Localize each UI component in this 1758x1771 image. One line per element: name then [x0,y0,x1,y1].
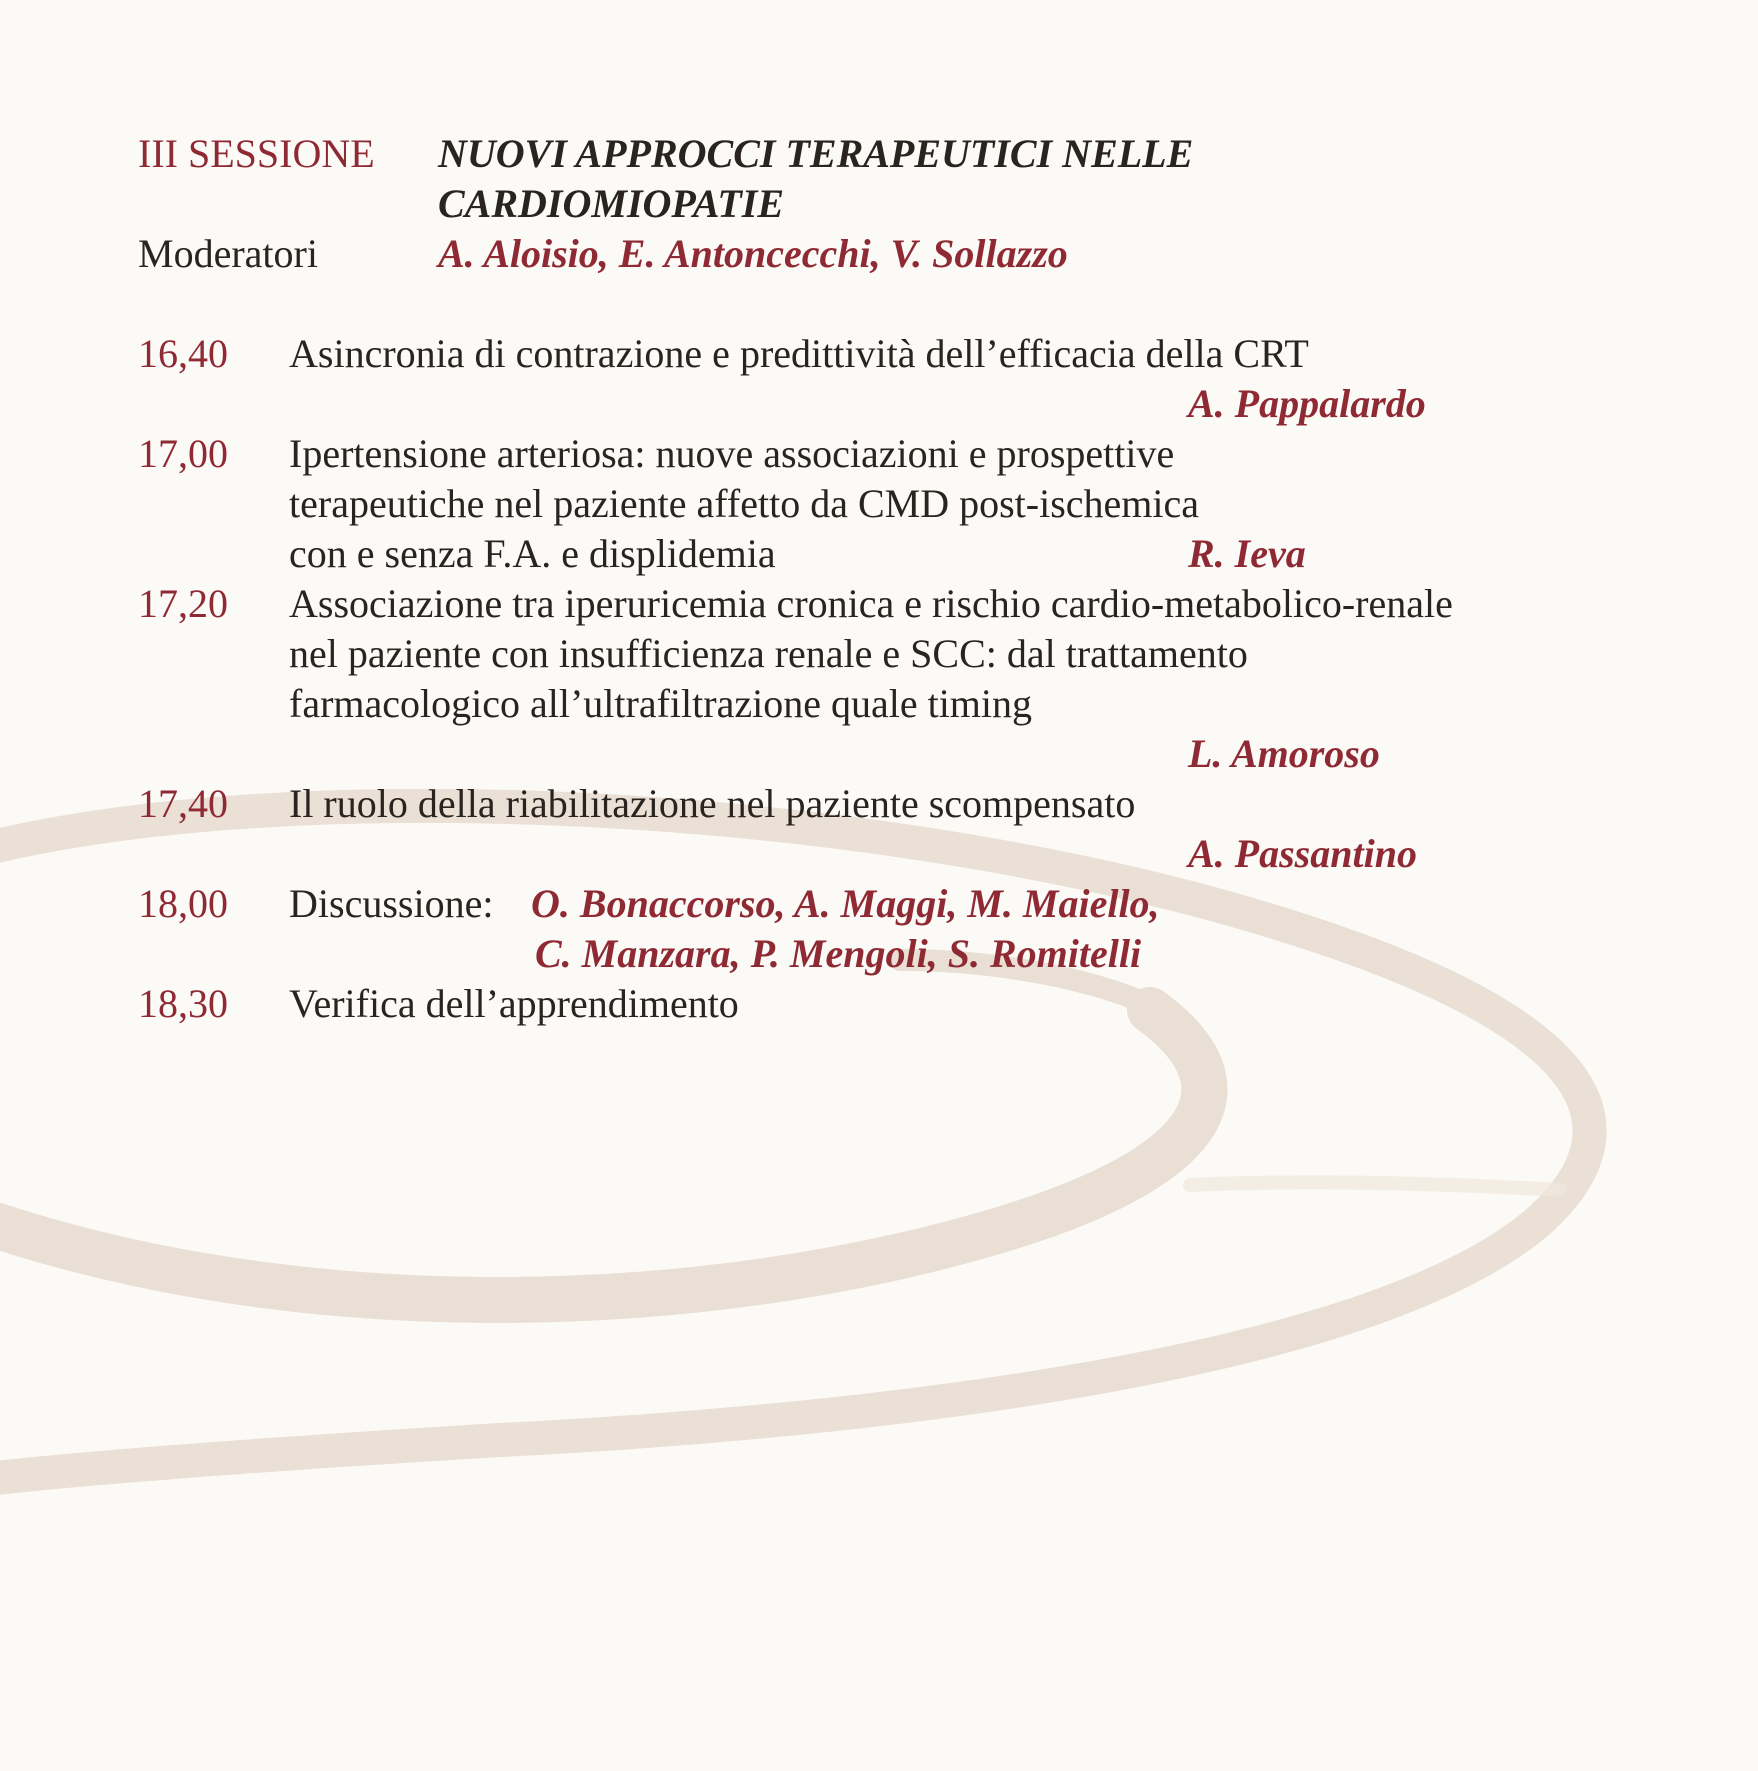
discussion-names: O. Bonaccorso, A. Maggi, M. Maiello, [531,881,1160,926]
discussion-label: Discussione: [289,881,494,926]
session-title-line-2: CARDIOMIOPATIE [438,181,785,226]
program-speaker: A. Pappalardo [1188,381,1426,426]
moderators-names: A. Aloisio, E. Antoncecchi, V. Sollazzo [438,231,1068,276]
program-talk-title: Associazione tra iperuricemia cronica e rischio cardio-metabolico-renale [289,581,1453,626]
program-speaker: L. Amoroso [1188,731,1380,776]
program-speaker: A. Passantino [1188,831,1417,876]
discussion-names: C. Manzara, P. Mengoli, S. Romitelli [535,931,1142,976]
program-speaker: R. Ieva [1188,531,1306,576]
program-time: 17,40 [138,781,228,826]
program-talk-title: Asincronia di contrazione e predittività dell’efficacia della CRT [289,331,1309,376]
program-time: 18,00 [138,881,228,926]
program-talk-title: con e senza F.A. e displidemia [289,531,776,576]
session-label: III SESSIONE [138,131,375,176]
program-talk-title: Il ruolo della riabilitazione nel paziente scompensato [289,781,1136,826]
program-talk-title: farmacologico all’ultrafiltrazione quale timing [289,681,1033,726]
moderators-label: Moderatori [138,231,318,276]
program-talk-title: nel paziente con insufficienza renale e SCC: dal trattamento [289,631,1248,676]
program-time: 16,40 [138,331,228,376]
program-time: 18,30 [138,981,228,1026]
program-talk-title: terapeutiche nel paziente affetto da CMD post-ischemica [289,481,1199,526]
program-time: 17,00 [138,431,228,476]
program-talk-title: Verifica dell’apprendimento [289,981,739,1026]
session-title-line-1: NUOVI APPROCCI TERAPEUTICI NELLE [438,131,1194,176]
program-talk-title: Ipertensione arteriosa: nuove associazioni e prospettive [289,431,1175,476]
program-time: 17,20 [138,581,228,626]
